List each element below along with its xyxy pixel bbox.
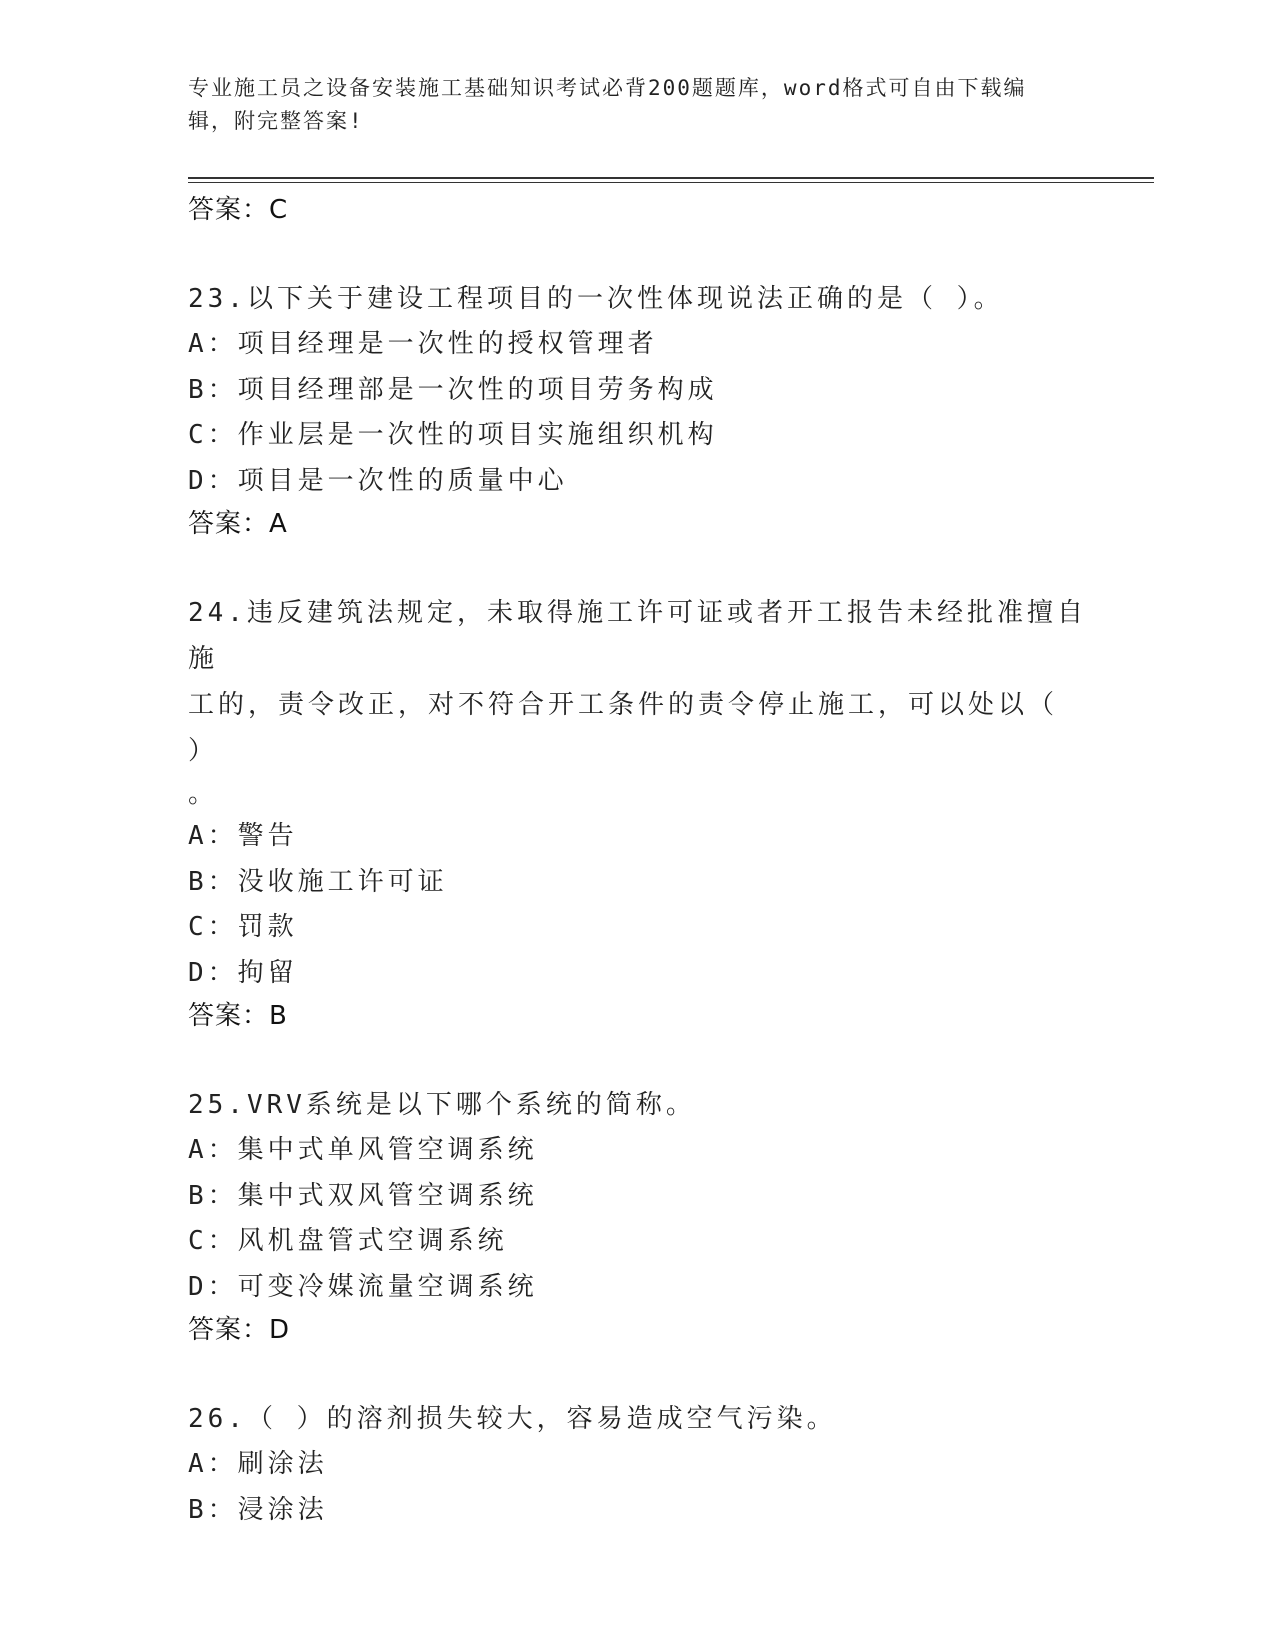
option-d: D：拘留 (188, 957, 298, 988)
question-block (188, 1396, 1088, 1533)
answer-line: 答案：A (188, 509, 288, 539)
option-d: D：可变冷媒流量空调系统 (188, 1271, 538, 1302)
question-stem: 26.（ ）的溶剂损失较大，容易造成空气污染。 (188, 1404, 837, 1434)
option-c: C：风机盘管式空调系统 (188, 1226, 508, 1256)
question-stem: 23.以下关于建设工程项目的一次性体现说法正确的是（ ）。 (188, 284, 1004, 314)
question-stem-line: 24.违反建筑法规定，未取得施工许可证或者开工报告未经批准擅自施 (188, 598, 1087, 674)
option-b: B：没收施工许可证 (188, 866, 448, 897)
answer-line: 答案：C (188, 195, 289, 225)
answer-line: 答案：D (188, 1315, 291, 1345)
question-stem-line: 工的，责令改正，对不符合开工条件的责令停止施工，可以处以（ ） (188, 690, 1059, 766)
option-b: B：项目经理部是一次性的项目劳务构成 (188, 374, 718, 405)
option-b: B：浸涂法 (188, 1494, 328, 1525)
question-block (188, 276, 1088, 544)
question-stem: 25.VRV系统是以下哪个系统的简称。 (188, 1090, 696, 1120)
option-a: A：项目经理是一次性的授权管理者 (188, 329, 658, 359)
option-a: A：集中式单风管空调系统 (188, 1135, 538, 1165)
option-b: B：集中式双风管空调系统 (188, 1180, 538, 1211)
option-a: A：警告 (188, 821, 298, 851)
header-divider-thin (188, 182, 1154, 183)
question-block (188, 590, 1088, 1036)
header-divider (188, 177, 1154, 179)
question-content (188, 190, 1088, 1533)
question-stem-line: 。 (188, 779, 215, 809)
option-c: C：作业层是一次性的项目实施组织机构 (188, 420, 718, 450)
question-block (188, 1082, 1088, 1350)
answer-line: 答案：B (188, 1001, 288, 1031)
option-a: A：刷涂法 (188, 1449, 328, 1479)
page-header-title: 专业施工员之设备安装施工基础知识考试必背200题题库，word格式可自由下载编辑，附完整答案! (188, 76, 1027, 133)
option-d: D：项目是一次性的质量中心 (188, 465, 568, 496)
option-c: C：罚款 (188, 912, 298, 942)
